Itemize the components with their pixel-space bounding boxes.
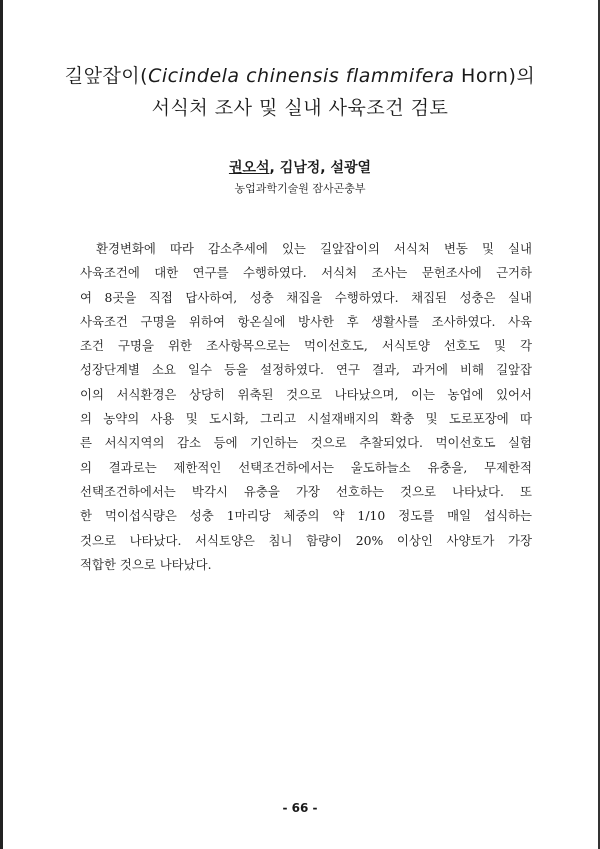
- title-line-2: 서식처 조사 및 실내 사육조건 검토: [151, 97, 449, 119]
- paper-title: [40, 60, 560, 124]
- abstract-line: 환경변화에 따라 감소추세에 있는 길앞잡이의 서식처 변동 및 실내: [96, 241, 532, 256]
- abstract-line: 사육조건 구명을 위하여 항온실에 방사한 후 생활사를 조사하였다. 사육: [80, 313, 532, 329]
- abstract-line: 조건 구명을 위한 조사항목으로는 먹이선호도, 서식토양 선호도 및 각: [80, 338, 532, 354]
- abstract-line: 이의 서식환경은 상당히 위축된 것으로 나타났으며, 이는 농업에 있어서: [80, 386, 532, 402]
- author-list: [0, 157, 600, 177]
- abstract-line: 선택조건하에서는 박각시 유충을 가장 선호하는 것으로 나타났다. 또: [80, 483, 532, 499]
- abstract-body: [80, 237, 532, 577]
- abstract-line: 성장단계별 소요 일수 등을 설정하였다. 연구 결과, 과거에 비해 길앞잡: [80, 362, 532, 378]
- title-suffix: Horn)의: [454, 65, 536, 87]
- page-number: - 66 -: [282, 801, 318, 815]
- abstract-line: 사육조건에 대한 연구를 수행하였다. 서식처 조사는 문헌조사에 근거하: [80, 265, 532, 281]
- scan-left-edge: [0, 0, 3, 849]
- abstract-line: 른 서식지역의 감소 등에 기인하는 것으로 추찰되었다. 먹이선호도 실험: [80, 435, 532, 451]
- title-prefix: 길앞잡이(: [64, 65, 149, 87]
- abstract-line: 것으로 나타났다. 서식토양은 침니 함량이 20% 이상인 사양토가 가장: [80, 532, 532, 548]
- abstract-line: 의 결과로는 제한적인 선택조건하에서는 울도하늘소 유충을, 무제한적: [80, 459, 532, 475]
- co-authors: , 김남정, 설광열: [269, 160, 372, 176]
- presenting-author: 권오석: [228, 160, 270, 176]
- title-line-1: [40, 60, 560, 92]
- title-species-name: Cicindela chinensis flammifera: [148, 65, 455, 87]
- abstract-line: 한 먹이섭식량은 성충 1마리당 체중의 약 1/10 정도를 매일 섭식하는: [80, 508, 532, 524]
- abstract-line: 의 농약의 사용 및 도시화, 그리고 시설재배지의 확충 및 도로포장에 따: [80, 411, 532, 427]
- affiliation: 농업과학기술원 잠사곤충부: [234, 182, 366, 195]
- abstract-line: 적합한 것으로 나타났다.: [80, 556, 212, 572]
- abstract-line: 여 8곳을 직접 답사하여, 성충 채집을 수행하였다. 채집된 성충은 실내: [80, 289, 532, 305]
